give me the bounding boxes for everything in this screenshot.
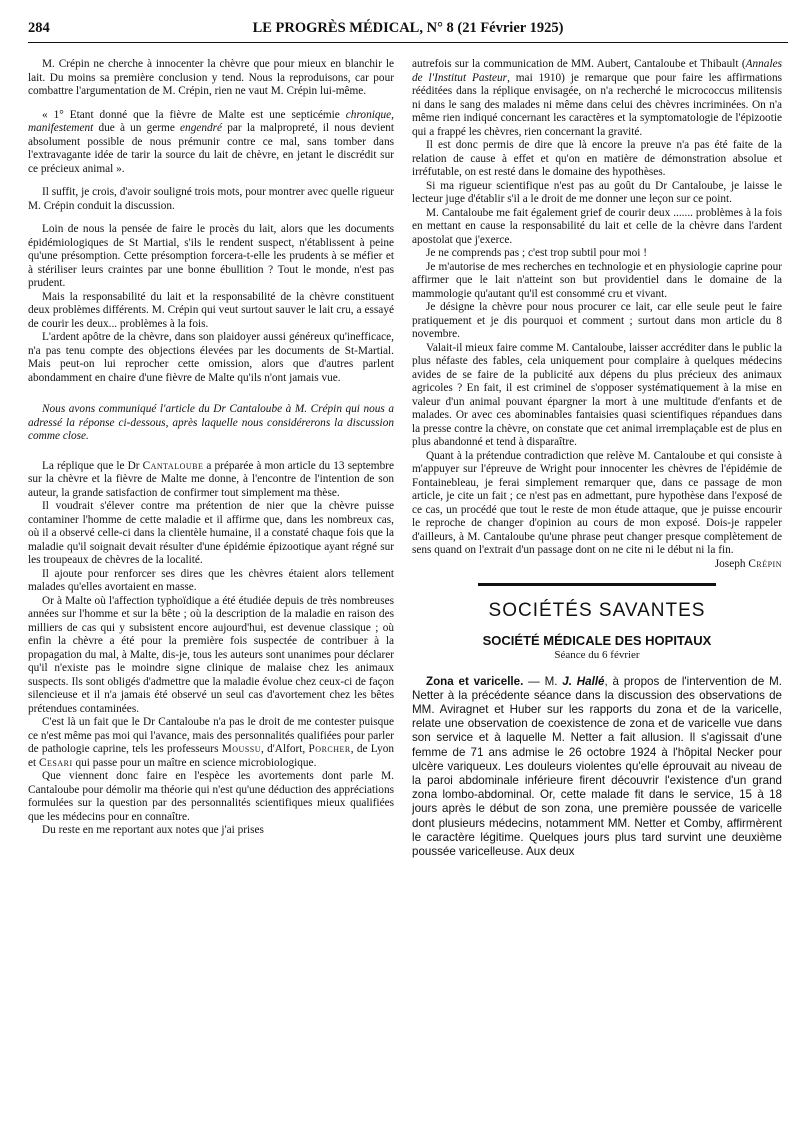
running-header	[28, 20, 788, 43]
report-heading: Zona et varicelle.	[426, 674, 524, 688]
emphasis: engendré	[180, 122, 223, 134]
paragraph: Il suffit, je crois, d'avoir souligné trois mots, pour montrer avec quelle rigueur M. Crépin conduit la discussion.	[28, 186, 394, 212]
paragraph: Il ajoute pour renforcer ses dires que les chèvres étaient alors tellement malades qu'elles avortaient en masse.	[28, 567, 394, 593]
section-divider	[478, 583, 716, 586]
quote-paragraph: « 1° Etant donné que la fièvre de Malte est une septicémie chronique, manifestement due à un germe engendré par la malpropreté, il nous devient absolument possible de nous prémunir contre ce mal, sans tomber dans l'extravagante idée de tarir la source du lait de chèvre, en jetant le discrédit sur ce précieux animal ».	[28, 108, 395, 175]
paragraph: C'est là un fait que le Dr Cantaloube n'a pas le droit de me contester puisque ce n'est même pas moi qui l'avance, mais des personnalités qualifiées pour parler de pathologie caprine, tels les professeurs Moussu, d'Alfort, Porcher, de Lyon et Cesari qui passe pour un maître en science microbiologique.	[28, 716, 395, 769]
paragraph: Valait-il mieux faire comme M. Cantaloube, laisser accréditer dans le public la plus néfaste des fables, cela uniquement pour complaire à quelques médecins avides de se faire de la publicité aux dépens du plus précieux des animaux agricoles ? En fait, il est criminel de s'opposer systématiquement à la mise en valeur d'un animal pouvant épargner la mort à une multitude d'enfants et de malades. Or avec ces abominables fantaisies quasi scientifiques répandues dans la presse contre la chèvre, on constate que cet animal irremplaçable est de plus en plus abandonné et tend à disparaître.	[412, 341, 782, 448]
paragraph: Mais la responsabilité du lait et la responsabilité de la chèvre constituent deux problèmes différents. M. Crépin qui veut surtout sauver le lait cru, a essayé de courir les deux... problèmes à la fois.	[28, 290, 394, 330]
paragraph: Si ma rigueur scientifique n'est pas au goût du Dr Cantaloube, je laisse le lecteur juge d'établir s'il a le droit de me donner une leçon sur ce point.	[412, 179, 782, 205]
author-name: Cantaloube	[142, 459, 204, 472]
paragraph: M. Crépin ne cherche à innocenter la chèvre que pour mieux en blanchir le lait. Du moins sa première conclusion y tend. Nous la reproduisons, car pour combattre l'argumentation de M. Crépin, rien ne vaut M. Crépin lui-même.	[28, 58, 394, 97]
paragraph: Il est donc permis de dire que là encore la preuve n'a pas été faite de la relation de cause à effet et qu'on en matière de démonstration absolue et irréfutable, on est resté dans le domaine des hypothèses.	[412, 139, 782, 178]
paragraph: Je ne comprends pas ; c'est trop subtil pour moi !	[426, 247, 648, 259]
citation: Annales de l'Institut Pasteur	[412, 58, 782, 84]
paragraph: Du reste en me reportant aux notes que j'ai prises	[42, 824, 264, 836]
right-column	[412, 58, 782, 859]
emphasis: chronique, manifestement	[28, 108, 394, 134]
section-title: SOCIÉTÉS SAVANTES	[488, 600, 706, 621]
paragraph: La réplique que le Dr Cantaloube a préparée à mon article du 13 septembre sur la chèvre et la fièvre de Malte me donne, à l'encontre de l'intention de son auteur, la grande satisfaction de confirmer tout simplement ma thèse.	[28, 459, 394, 499]
report-author: J. Hallé	[562, 674, 605, 688]
journal-title: LE PROGRÈS MÉDICAL, N° 8 (21 Février 1925)	[252, 20, 564, 36]
paragraph: L'ardent apôtre de la chèvre, dans son plaidoyer aussi généreux qu'inefficace, n'a pas tenu compte des objections élevées par les documents de St-Martial. Mais peut-on lui reprocher cette omission, alors que d'autres parlent abondamment en chaire d'une fièvre de Malte qu'ils n'ont jamais vue.	[28, 331, 394, 384]
paragraph: Je m'autorise de mes recherches en technologie et en physiologie caprine pour affirmer que le lait n'atteint son but providentiel dans le domaine de la mammologie qu'autant qu'il est consommé cru et vivant.	[412, 260, 782, 300]
paragraph: Il voudrait s'élever contre ma prétention de nier que la chèvre puisse contaminer l'homme de cette maladie et il affirme que, dans les nombreux cas, où il a observé celle-ci dans la clientèle humaine, il a constaté chaque fois que la maladie qu'il soignait devait résulter d'une épidémie épizootique ayant régné sur les troupeaux de chèvres de la localité.	[28, 500, 394, 566]
paragraph: M. Cantaloube me fait également grief de courir deux ....... problèmes à la fois en mettant en cause la responsabilité du lait et celle de la chèvre dans l'ardent apostolat que j'exerce.	[412, 206, 782, 246]
society-title: SOCIÉTÉ MÉDICALE DES HOPITAUX	[482, 632, 712, 648]
paragraph: Que viennent donc faire en l'espèce les avortements dont parle M. Cantaloube pour démolir ma théorie qui n'est qu'une déduction des appréciations formulées sur la question par des personnalités scientifiques mieux qualifiées que les médecins pour en connaître.	[28, 770, 394, 823]
signature: Joseph Crépin	[714, 557, 782, 570]
paragraph: Quant à la prétendue contradiction que relève M. Cantaloube et qui consiste à m'appuyer sur l'épreuve de Wright pour innocenter les chèvres de l'épidémie de Fontainebleau, je ferai simplement remarquer que, dans ce passage de mon article, je cite un fait ; ce n'est pas en admettant, pure hypothèse dans l'exposé de ce cas, un procédé que tout le reste de mon étude attaque, que je puisse encourir le reproche de changer d'opinion au cours de mon exposé. Dois-je rappeler d'ailleurs, à M. Cantaloube qu'une phrase peut changer presque complètement de sens quand on l'extrait d'un passage dont on ne cite ni le début ni la fin.	[412, 449, 782, 556]
paragraph: Or à Malte où l'affection typhoïdique a été étudiée depuis de très nombreuses années sur l'homme et sur la bête ; où la description de la maladie en raison des milliers de cas qui y subsistent encore aujourd'hui, est devenue classique ; où enfin la chèvre a été pour la première fois suspectée de contribuer à la propagation du mal, à Malte, dis-je, tous les auteurs sont unanimes pour déclarer qu'il n'existe pas le moindre signe clinique de malaise chez les animaux suspects. Ils sont obligés d'admettre que la maladie évolue chez ceux-ci de façon silencieuse et il n'a jamais été observé un seul cas d'avortement chez les bêtes prétendues contaminées.	[28, 594, 394, 715]
paragraph: autrefois sur la communication de MM. Aubert, Cantaloube et Thibault (Annales de l'Institut Pasteur, mai 1910) je remarque que pour faire les affirmations rééditées dans la réplique envisagée, on n'a recherché le micrococcus militensis ni dans le sang des malades ni même dans celui des chèvres incriminées. On n'a même rien indiqué concernant les caractères et la symptomatologie de l'épizootie qui a frappé les chèvres, rien concernant la gravité.	[412, 58, 782, 138]
paragraph: Loin de nous la pensée de faire le procès du lait, alors que les documents épidémiologiques de St Martial, s'ils le rendent suspect, n'établissent à peine qu'une présomption. Cette présomption forcera-t-elle les prudents à se méfier et à stériliser leurs craintes par une bonne ébullition ? Tout le monde, n'est pas prudent.	[28, 223, 394, 289]
left-column	[28, 58, 394, 838]
paragraph: Je désigne la chèvre pour nous procurer ce lait, car elle seule peut le faire pratiquement et je dis pourquoi et comment ; surtout dans mon article du 8 novembre.	[412, 301, 782, 340]
page-number: 284	[28, 20, 50, 36]
report-paragraph: Zona et varicelle. — M. J. Hallé, à propos de l'intervention de M. Netter à la précédente séance dans la discussion des observations de MM. Aviragnet et Huber sur les rapports du zona et de la varicelle, relate une observation de coexistence de zona et de varicelle vue dans son service et à laquelle M. Netter a fait allusion. Il s'agissait d'une femme de 71 ans admise le 26 octobre 1924 à l'hôpital Necker pour ulcère variqueux. Les douleurs violentes qu'elle éprouvait au niveau de la paroi abdominale inférieure firent découvrir l'existence d'un grand zona lombo-abdominal. Or, cette malade fit dans le service, 15 à 18 jours après le début de son zona, une première poussée de varicelle dont plusieurs médecins, notamment MM. Netter et Comby, affirmèrent le caractère légitime. Quelques jours plus tard survint une deuxième poussée varicelleuse. Aux deux	[412, 674, 782, 858]
editor-note: Nous avons communiqué l'article du Dr Cantaloube à M. Crépin qui nous a adressé la réponse ci-dessous, après laquelle nous considérerons la discussion comme close.	[28, 403, 394, 442]
session-date: Séance du 6 février	[554, 649, 640, 661]
